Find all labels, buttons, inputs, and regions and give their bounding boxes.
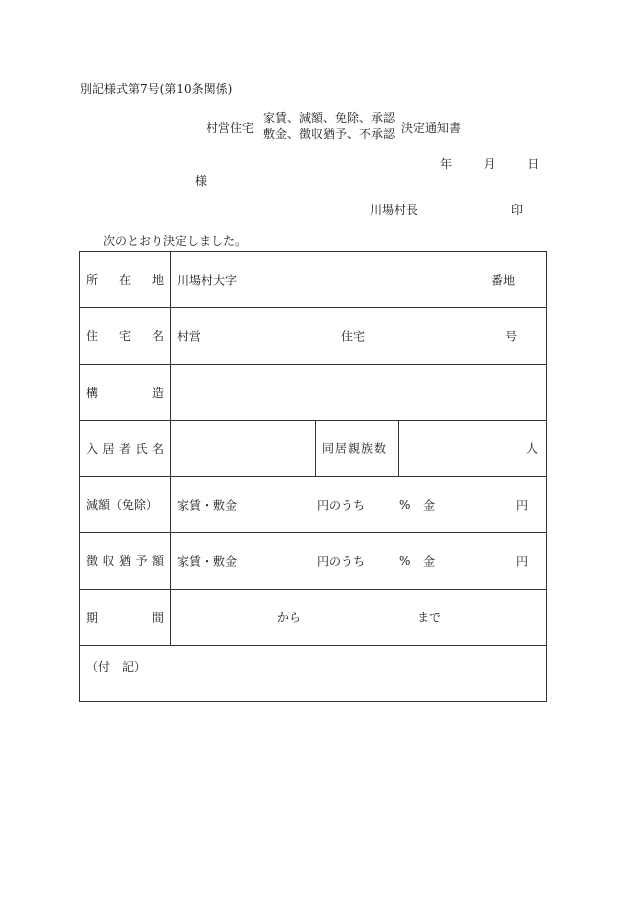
location-label: 所 在 地 — [80, 252, 171, 308]
deferral-label: 徴 収 猶 予 額 — [80, 533, 171, 589]
period-row — [80, 589, 547, 645]
reduction-yen: 円 — [516, 498, 529, 513]
location-suffix: 番地 — [491, 273, 516, 288]
title-option-line-2: 敷金、徴収猶予、不承認 — [263, 127, 396, 141]
period-value-cell — [171, 589, 547, 645]
period-to: まで — [417, 610, 442, 625]
remarks-row — [80, 645, 547, 701]
resident-name-cell — [171, 420, 316, 476]
seal-mark: 印 — [511, 203, 524, 217]
deferral-row — [80, 533, 547, 589]
structure-row — [80, 364, 547, 420]
location-value: 川場村大字 — [177, 273, 238, 288]
reduction-of: 円のうち — [317, 498, 366, 513]
resident-row — [80, 420, 547, 476]
date-year: 年 — [440, 157, 453, 171]
date-month: 月 — [483, 157, 496, 171]
deferral-value-cell — [171, 533, 547, 589]
decision-table — [79, 251, 547, 702]
deferral-item: 家賃・敷金 — [177, 554, 238, 569]
family-label: 同居親族数 — [316, 420, 399, 476]
addressee-suffix: 様 — [195, 174, 208, 188]
family-suffix: 人 — [526, 441, 539, 456]
title-suffix: 決定通知書 — [401, 121, 462, 135]
reduction-percent: % — [399, 497, 411, 512]
title-option-line-1: 家賃、減額、免除、承認 — [263, 111, 396, 125]
structure-label: 構 造 — [80, 364, 171, 420]
housing-suffix: 号 — [505, 329, 518, 344]
deferral-percent: % — [399, 553, 411, 568]
structure-value-cell — [171, 364, 547, 420]
housing-value-cell — [171, 308, 547, 364]
date-line — [440, 155, 539, 172]
housing-label: 住 宅 名 — [80, 308, 171, 364]
reduction-row — [80, 477, 547, 533]
remarks-label: （付 記） — [86, 659, 147, 674]
intro-text: 次のとおり決定しました。 — [103, 234, 248, 248]
housing-mid: 住宅 — [341, 329, 366, 344]
reduction-kin: 金 — [423, 498, 436, 513]
reduction-item: 家賃・敷金 — [177, 498, 238, 513]
date-day: 日 — [527, 157, 540, 171]
issuer-name: 川場村長 — [370, 203, 419, 217]
deferral-of: 円のうち — [317, 554, 366, 569]
location-value-cell — [171, 252, 547, 308]
form-number-label: 別記様式第7号(第10条関係) — [80, 82, 233, 96]
deferral-yen: 円 — [516, 554, 529, 569]
reduction-label: 減額（免除） — [80, 477, 171, 533]
housing-row — [80, 308, 547, 364]
family-count-cell — [399, 420, 547, 476]
deferral-kin: 金 — [423, 554, 436, 569]
resident-label: 入 居 者 氏 名 — [80, 420, 171, 476]
housing-prefix: 村営 — [177, 329, 202, 344]
remarks-cell — [80, 645, 547, 701]
location-row — [80, 252, 547, 308]
period-label: 期 間 — [80, 589, 171, 645]
title-prefix: 村営住宅 — [206, 121, 255, 135]
period-from: から — [277, 610, 302, 625]
title-options — [263, 110, 395, 142]
reduction-value-cell — [171, 477, 547, 533]
